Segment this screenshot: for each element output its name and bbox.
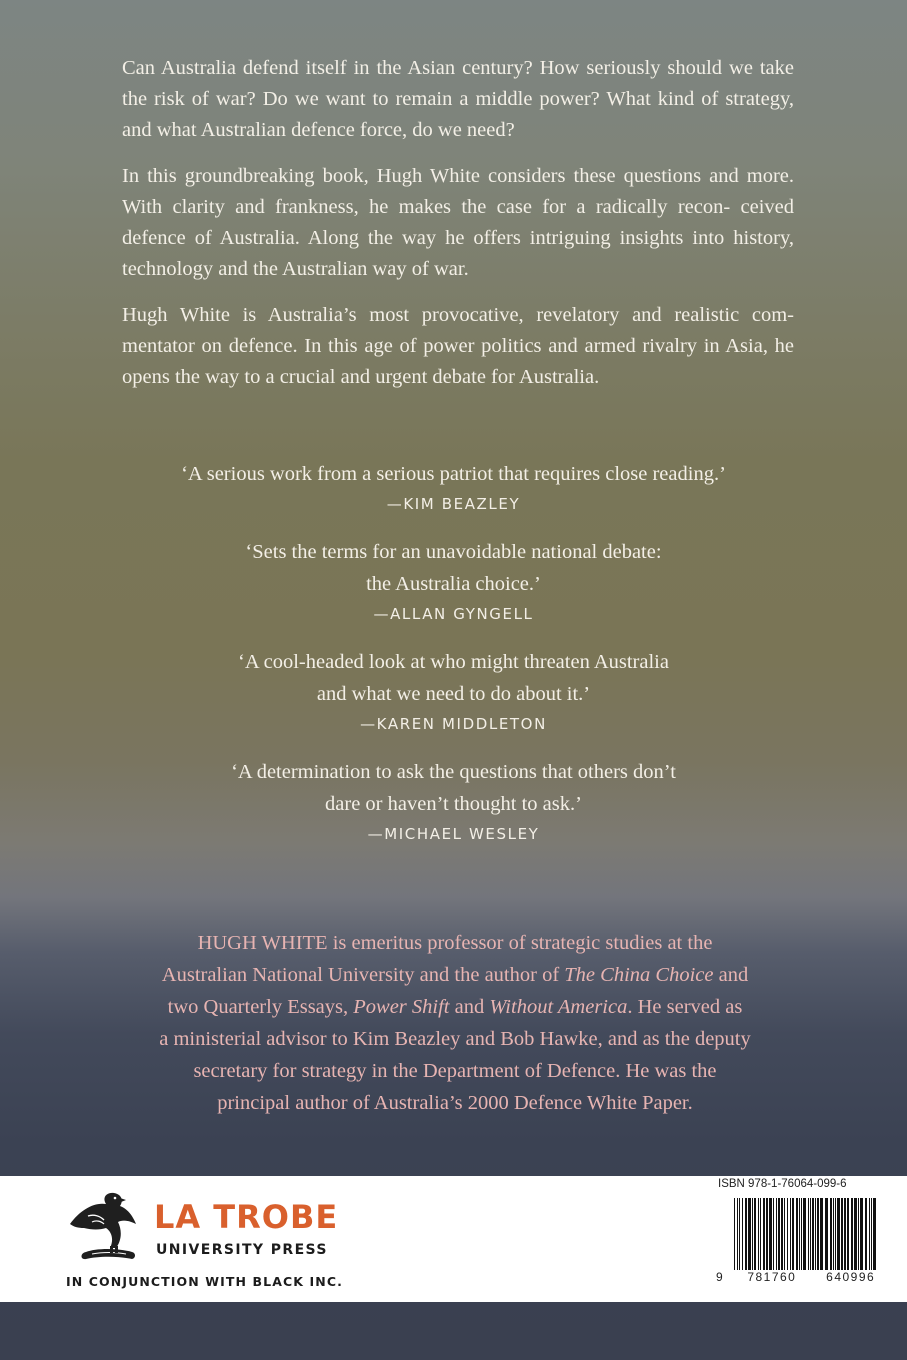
barcode-bar [796,1198,798,1270]
barcode-bar [781,1198,783,1270]
quote-text: ‘A cool-headed look at who might threaten Australia [238,651,669,673]
barcode-bar [817,1198,819,1270]
bio-line [130,959,780,991]
quote-text: the Australia choice.’ [366,573,541,595]
barcode-bar [801,1198,802,1270]
barcode-bar [778,1198,780,1270]
author-bio [130,927,780,1119]
blurb [122,53,794,408]
blurb-line: In this groundbreaking book, Hugh White considers these questions and [122,165,739,187]
barcode-bar [773,1198,774,1270]
barcode-bar [787,1198,788,1270]
quote-source: —MICHAEL WESLEY [367,825,540,843]
blurb-line: mentator on defence. In this age of power politics and armed rivalry in [122,335,720,357]
barcode-bar [803,1198,806,1270]
quote-text: ‘Sets the terms for an unavoidable national debate: [245,541,662,563]
barcode-bar [835,1198,836,1270]
barcode-bar [847,1198,849,1270]
bio-text: and [449,996,490,1018]
quote-text: dare or haven’t thought to ask.’ [325,793,582,815]
barcode-bar [784,1198,785,1270]
publisher-conjunction: IN CONJUNCTION WITH BLACK INC. [66,1274,343,1289]
barcode-digits-right: 640996 [826,1270,876,1284]
bio-line: principal author of Australia’s 2000 Defence White Paper. [217,1092,693,1114]
blurb-line: kind of strategy, and what Australian defence force, do we need? [122,88,795,141]
barcode-bar [871,1198,872,1270]
essay-title: Power Shift [353,996,450,1018]
blurb-paragraph-2 [122,161,794,285]
barcode-bar [820,1198,823,1270]
blurb-line: Asia, he opens the way to a crucial and urgent debate for Australia. [122,335,794,388]
barcode-bar [815,1198,816,1270]
quote-source: —ALLAN GYNGELL [373,605,534,623]
barcode-bar [754,1198,756,1270]
barcode-bar [837,1198,840,1270]
eagle-icon [66,1190,148,1268]
quote-text: ‘A determination to ask the questions that others don’t [231,761,676,783]
endorsement-quote [0,536,907,628]
publisher-band [0,1176,907,1302]
bio-line: a ministerial advisor to Kim Beazley and Bob Hawke, and as the deputy [159,1028,751,1050]
barcode-bar [742,1198,743,1270]
barcode-bar [860,1198,863,1270]
quote-text: and what we need to do about it.’ [316,683,591,705]
barcode-bar [869,1198,870,1270]
blurb-line: we take the risk of war? Do we want to remain a middle power? What [122,57,795,110]
barcode-digit-first: 9 [716,1270,725,1284]
endorsement-quote [0,756,907,848]
barcode-bar [851,1198,853,1270]
blurb-line: ceived defence of Australia. Along the way he offers intriguing insights [122,196,795,249]
quote-text: ‘A serious work from a serious patriot that requires close reading.’ [181,463,726,485]
barcode-bar [752,1198,753,1270]
barcode-bar [873,1198,876,1270]
publisher-logo [66,1190,376,1290]
blurb-line: into history, technology and the Australian way of war. [122,227,794,280]
bio-text: and [713,964,749,986]
blurb-line: Hugh White is Australia’s most provocative, revelatory and realistic com- [122,304,794,326]
barcode-bar [854,1198,857,1270]
endorsement-quote [0,646,907,738]
barcode-bar [812,1198,814,1270]
barcode-bar [739,1198,740,1270]
barcode-bar [748,1198,751,1270]
blurb-paragraph-1 [122,53,794,146]
bio-text: . He served as [627,996,743,1018]
bio-line [130,991,780,1023]
essay-title: Without America [489,996,628,1018]
barcode-bar [758,1198,759,1270]
blurb-line: more. With clarity and frankness, he makes the case for a radically recon- [122,165,795,218]
barcode-bar [844,1198,846,1270]
barcode-bar [769,1198,772,1270]
barcode-bar [763,1198,765,1270]
barcode-bar [825,1198,828,1270]
barcode-bar [745,1198,747,1270]
blurb-line: Can Australia defend itself in the Asian century? How seriously should [122,57,723,79]
barcode-bar [808,1198,809,1270]
barcode-bar [766,1198,768,1270]
barcode-bar [865,1198,867,1270]
publisher-subtitle: UNIVERSITY PRESS [156,1242,328,1258]
barcode-bar [858,1198,859,1270]
barcode-bar [833,1198,834,1270]
barcode-digits [716,1270,888,1284]
bio-text: two Quarterly Essays, [167,996,354,1018]
barcode [720,1198,880,1270]
endorsements [0,458,907,866]
barcode-bar [776,1198,777,1270]
quote-source: —KIM BEAZLEY [386,495,521,513]
barcode-bar [799,1198,800,1270]
isbn-barcode-block [716,1178,894,1300]
blurb-paragraph-3 [122,300,794,393]
bio-text: Australian National University and the author of [161,964,565,986]
book-title: The China Choice [564,964,714,986]
bio-line: HUGH WHITE is emeritus professor of strategic studies at the [197,932,713,954]
barcode-bar [734,1198,735,1270]
publisher-name: LA TROBE [154,1198,339,1236]
barcode-bar [792,1198,794,1270]
barcode-bar [737,1198,738,1270]
barcode-bar [810,1198,811,1270]
barcode-digits-left: 781760 [747,1270,797,1284]
barcode-bar [830,1198,832,1270]
barcode-bar [790,1198,791,1270]
barcode-bar [760,1198,761,1270]
endorsement-quote [0,458,907,518]
quote-source: —KAREN MIDDLETON [360,715,547,733]
bio-line: secretary for strategy in the Department of Defence. He was the [193,1060,717,1082]
isbn-label: ISBN 978-1-76064-099-6 [718,1178,847,1190]
barcode-bar [841,1198,843,1270]
